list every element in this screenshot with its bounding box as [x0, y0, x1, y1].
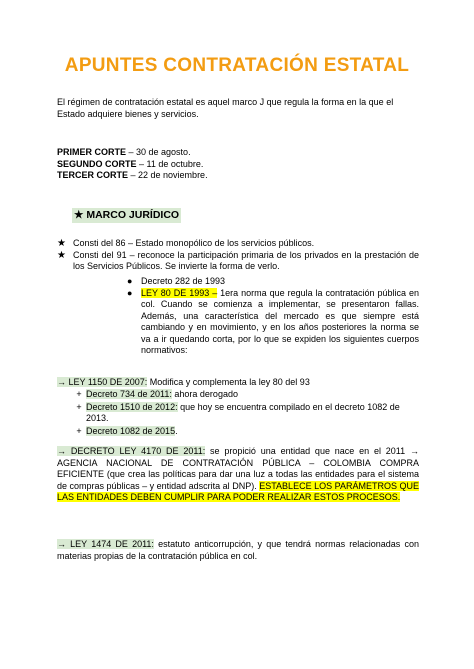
intro-paragraph: El régimen de contratación estatal es aquel marco J que regula la forma en la que el Estado adquiere bienes y servicios.	[57, 97, 394, 119]
bullet-icon: ●	[127, 287, 133, 298]
star-icon: ★	[57, 238, 66, 249]
list-item: + Decreto 734 de 2011: ahora derogado	[72, 389, 419, 401]
plus-icon: +	[76, 425, 82, 436]
ley1150-line: → LEY 1150 DE 2007: Modifica y complementa la ley 80 del 93	[57, 377, 310, 387]
list-item: + Decreto 1510 de 2012: que hoy se encuentra compilado en el decreto 1082 de 2013.	[72, 402, 419, 425]
sub-list	[127, 276, 419, 357]
constitution-list	[57, 238, 419, 273]
decreto4170-paragraph: → DECRETO LEY 4170 DE 2011: se propició una entidad que nace en el 2011 → AGENCIA NACIONAL DE CONTRATACIÓN PÚBLICA – COLOMBIA COMPRA EFICIENTE (que crea las políticas para dar una luz a todas las entidades para el sistema de compras públicas – y entidad adscrita al DNP). ESTABLECE LOS PARÁMETROS QUE LAS ENTIDADES DEBEN CUMPLIR PARA PODER REALIZAR ESTOS PROCESOS.	[57, 446, 419, 502]
parametros-highlight: ESTABLECE LOS PARÁMETROS QUE LAS ENTIDADES DEBEN CUMPLIR PARA PODER REALIZAR ESTOS PROCESOS.	[57, 480, 419, 502]
marco-juridico-heading: ★ MARCO JURÍDICO	[74, 209, 180, 221]
list-item: ★ Consti del 86 – Estado monopólico de los servicios públicos.	[57, 238, 315, 249]
cortes-list	[57, 147, 419, 182]
plus-icon: +	[76, 401, 82, 412]
corte-item: TERCER CORTE – 22 de noviembre.	[57, 170, 208, 180]
corte-item: SEGUNDO CORTE – 11 de octubre.	[57, 158, 204, 169]
plus-icon: +	[76, 389, 82, 399]
document-title: APUNTES CONTRATACIÓN ESTATAL	[64, 55, 410, 76]
ley1474-paragraph: → LEY 1474 DE 2011: estatuto anticorrupción, y que tendrá normas relacionadas con materias propias de la contratación pública en col.	[57, 539, 419, 561]
star-icon: ★	[57, 249, 66, 261]
corte-item: PRIMER CORTE – 30 de agosto.	[57, 147, 191, 157]
list-item: ★ Consti del 91 – reconoce la participación primaria de los privados en la prestación de los Servicios Públicos. Se invierte la forma de verlo.	[57, 249, 419, 271]
list-item: ● LEY 80 DE 1993 – 1era norma que regula la contratación pública en col. Cuando se comienza a implementar, se presentaron fallas. Además, una característica del mercado es que siempre está cambiando y en movimiento, y en los años posteriores la norma se va a ir quedando corta, por lo que se expiden los siguientes cuerpos normativos:	[127, 287, 419, 355]
bullet-icon: ●	[127, 276, 133, 286]
list-item: + Decreto 1082 de 2015.	[72, 426, 419, 438]
list-item: ● Decreto 282 de 1993	[127, 276, 226, 286]
ley80-highlight: LEY 80 DE 1993 –	[141, 287, 218, 298]
decree-list	[72, 389, 419, 438]
